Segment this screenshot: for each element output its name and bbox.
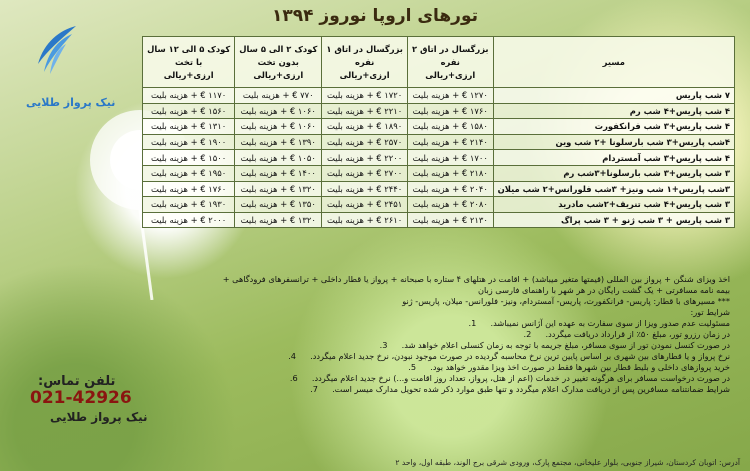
price-cell: ۲۱۸۰ € + هزینه بلیت — [407, 165, 493, 181]
table-row — [143, 103, 735, 119]
price-cell: ۱۰۵۰ € + هزینه بلیت — [235, 150, 322, 166]
table-row — [143, 181, 735, 197]
wing-logo-icon — [30, 24, 80, 76]
table-row — [143, 134, 735, 150]
contact-phone[interactable]: 021-42926 — [30, 388, 132, 408]
route-cell: ۳ شب پاریس+۴ شب تنریف+۲شب مادرید — [493, 197, 734, 213]
price-cell: ۱۹۰۰ € + هزینه بلیت — [143, 134, 235, 150]
price-cell: ۲۲۱۰ € + هزینه بلیت — [322, 103, 408, 119]
price-cell: ۲۲۰۰ € + هزینه بلیت — [322, 150, 408, 166]
train-routes-note: *** مسیرهای با قطار: پاریس- فرانکفورت، پاریس- آمستردام، ونیز- فلورانس- میلان، پاریس- ژنو — [402, 296, 730, 306]
table-row — [143, 150, 735, 166]
route-cell: ۴ شب پاریس+۳ شب فرانکفورت — [493, 119, 734, 135]
table-row — [143, 197, 735, 213]
route-cell: ۳ شب پاریس+۳ شب بارسلونا+۳شب رم — [493, 165, 734, 181]
price-cell: ۷۷۰ € + هزینه بلیت — [235, 88, 322, 104]
list-item: شرایط ضمانتنامه مسافرین پس از دریافت مدارک اعلام میگردد و تنها طبق موارد ذکر شده تحویل مدارک میسر است. 7. — [310, 384, 730, 394]
price-cell: ۱۳۲۰ € + هزینه بلیت — [235, 212, 322, 228]
price-cell: ۲۱۳۰ € + هزینه بلیت — [407, 212, 493, 228]
route-cell: ۷ شب پاریس — [493, 88, 734, 104]
address: آدرس: اتوبان کردستان، شیراز جنوبی، بلوار علیخانی، مجتمع پارک، ورودی شرقی برج الوند، طبقه اول، واحد ۲ — [395, 458, 740, 467]
terms-list — [175, 318, 730, 395]
page-title: تورهای اروپا نوروز ۱۳۹۴ — [272, 6, 478, 26]
list-item: در زمان رزرو تور، مبلغ ۵۰٪ از قرارداد دریافت میگردد. 2. — [523, 329, 730, 339]
header-adult-double: بزرگسال در اتاق ۲ نفره ارزی+ریالی — [407, 37, 493, 88]
price-cell: ۱۷۰۰ € + هزینه بلیت — [407, 150, 493, 166]
route-cell: ۳ شب پاریس + ۳ شب ژنو + ۳ شب پراگ — [493, 212, 734, 228]
route-cell: ۴ شب پاریس+۳ شب آمستردام — [493, 150, 734, 166]
price-cell: ۲۰۸۰ € + هزینه بلیت — [407, 197, 493, 213]
price-cell: ۲۶۱۰ € + هزینه بلیت — [322, 212, 408, 228]
price-cell: ۲۰۴۰ € + هزینه بلیت — [407, 181, 493, 197]
header-child-bed: کودک ۵ الی ۱۲ سال با تخت ارزی+ریالی — [143, 37, 235, 88]
price-cell: ۱۳۱۰ € + هزینه بلیت — [143, 119, 235, 135]
header-child-no-bed: کودک ۲ الی ۵ سال بدون تخت ارزی+ریالی — [235, 37, 322, 88]
logo-text: نیک پرواز طلایی — [26, 96, 116, 109]
price-cell: ۱۲۷۰ € + هزینه بلیت — [407, 88, 493, 104]
price-cell: ۱۷۶۰ € + هزینه بلیت — [143, 181, 235, 197]
header-adult-single: بزرگسال در اتاق ۱ نفره ارزی+ریالی — [322, 37, 408, 88]
price-cell: ۱۹۳۰ € + هزینه بلیت — [143, 197, 235, 213]
table-row — [143, 88, 735, 104]
list-item: نرخ پرواز و یا قطارهای بین شهری بر اساس پایین ترین نرخ محاسبه گردیده در صورت موجود نبودن، نرخ جدید اعلام میگردد. 4. — [288, 351, 730, 361]
table-row — [143, 212, 735, 228]
table-row — [143, 119, 735, 135]
price-cell: ۱۳۲۰ € + هزینه بلیت — [235, 181, 322, 197]
price-cell: ۲۷۰۰ € + هزینه بلیت — [322, 165, 408, 181]
list-item: در صورت کنسل نمودن تور از سوی مسافر، مبلغ جریمه با توجه به زمان کنسلی اعلام خواهد شد. 3. — [379, 340, 730, 350]
services-line-1: اخذ ویزای شنگن + پرواز بین المللی (قیمتها متغیر میباشد) + اقامت در هتلهای ۴ ستاره با صبحانه + پرواز یا قطار داخلی + ترانسفرهای فرودگاهی + — [222, 274, 730, 284]
conditions-section — [175, 274, 730, 395]
list-item: در صورت درخواست مسافر برای هرگونه تغییر در خدمات (اعم از هتل، پرواز، تعداد روز اقامت و...) نرخ جدید اعلام میگردد. 6. — [289, 373, 730, 383]
price-cell: ۲۴۴۰ € + هزینه بلیت — [322, 181, 408, 197]
contact-label: تلفن تماس: — [38, 374, 116, 389]
price-cell: ۲۱۴۰ € + هزینه بلیت — [407, 134, 493, 150]
price-cell: ۱۷۶۰ € + هزینه بلیت — [407, 103, 493, 119]
price-cell: ۱۰۶۰ € + هزینه بلیت — [235, 119, 322, 135]
table-row — [143, 165, 735, 181]
list-item: خرید پروازهای داخلی و بلیط قطار بین شهرها فقط در صورت اخذ ویزا مقدور خواهد بود. 5. — [408, 362, 730, 372]
price-cell: ۱۰۶۰ € + هزینه بلیت — [235, 103, 322, 119]
price-cell: ۲۴۵۱ € + هزینه بلیت — [322, 197, 408, 213]
services-line-2: بیمه نامه مسافرتی + یک گشت رایگان در هر شهر با راهنمای فارسی زبان — [477, 285, 730, 295]
price-cell: ۱۱۷۰ € + هزینه بلیت — [143, 88, 235, 104]
price-cell: ۱۳۹۰ € + هزینه بلیت — [235, 134, 322, 150]
price-cell: ۲۰۰۰ € + هزینه بلیت — [143, 212, 235, 228]
route-cell: ۴شب پاریس+۳ شب بارسلونا +۲ شب وین — [493, 134, 734, 150]
contact-company: نیک پرواز طلایی — [50, 410, 148, 424]
tour-price-table — [147, 36, 735, 228]
price-cell: ۱۷۲۰ € + هزینه بلیت — [322, 88, 408, 104]
price-cell: ۱۴۰۰ € + هزینه بلیت — [235, 165, 322, 181]
price-cell: ۱۵۶۰ € + هزینه بلیت — [143, 103, 235, 119]
price-cell: ۲۵۷۰ € + هزینه بلیت — [322, 134, 408, 150]
route-cell: ۴ شب پاریس+۴ شب رم — [493, 103, 734, 119]
terms-title: شرایط تور: — [690, 307, 730, 317]
header-route: مسیر — [493, 37, 734, 88]
price-cell: ۱۵۰۰ € + هزینه بلیت — [143, 150, 235, 166]
price-cell: ۱۵۸۰ € + هزینه بلیت — [407, 119, 493, 135]
route-cell: ۳شب پاریس+۱ شب ونیز+ ۳شب فلورانس+۲ شب میلان — [493, 181, 734, 197]
price-cell: ۱۸۹۰ € + هزینه بلیت — [322, 119, 408, 135]
list-item: مسئولیت عدم صدور ویزا از سوی سفارت به عهده این آژانس نمیباشد. 1. — [468, 318, 730, 328]
price-cell: ۱۹۵۰ € + هزینه بلیت — [143, 165, 235, 181]
price-cell: ۱۳۵۰ € + هزینه بلیت — [235, 197, 322, 213]
